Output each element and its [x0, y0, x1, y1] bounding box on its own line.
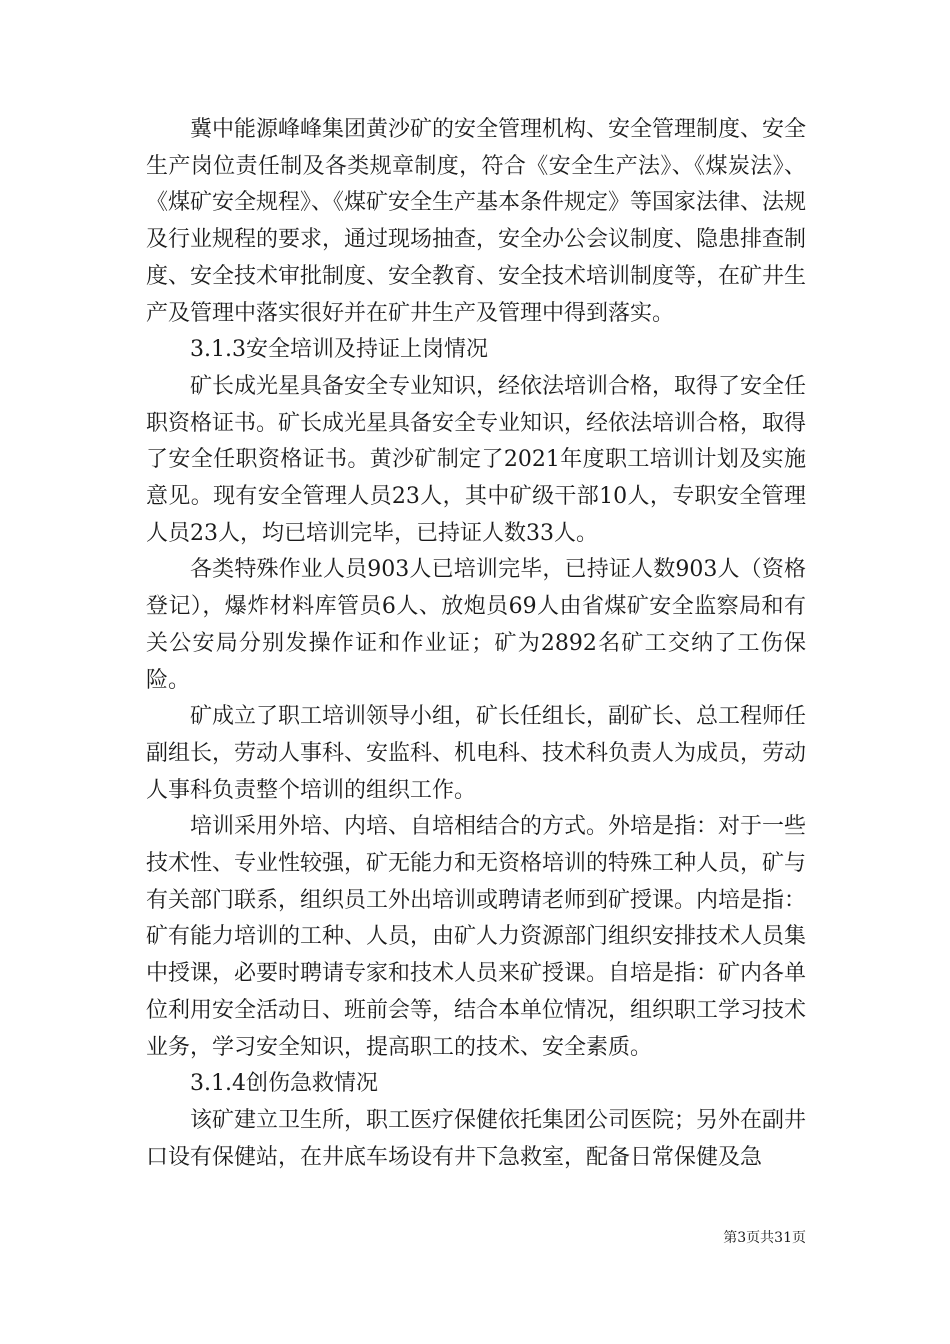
page-number: 第3页共31页: [723, 1230, 806, 1246]
document-body: [146, 112, 806, 1176]
paragraph-manager-qualification: 矿长成光星具备安全专业知识，经依法培训合格，取得了安全任职资格证书。矿长成光星具备安全专业知识，经依法培训合格，取得了安全任职资格证书。黄沙矿制定了2021年度职工培训计划及实施意见。现有安全管理人员23人，其中矿级干部10人，专职安全管理人员23人，均已培训完毕，已持证人数33人。: [146, 373, 807, 546]
paragraph-training-methods: 培训采用外培、内培、自培相结合的方式。外培是指：对于一些技术性、专业性较强，矿无能力和无资格培训的特殊工种人员，矿与有关部门联系，组织员工外出培训或聘请老师到矿授课。内培是指：矿有能力培训的工种、人员，由矿人力资源部门组织安排技术人员集中授课，必要时聘请专家和技术人员来矿授课。自培是指：矿内各单位利用安全活动日、班前会等，结合本单位情况，组织职工学习技术业务，学习安全知识，提高职工的技术、安全素质。: [146, 814, 807, 1060]
section-heading-training: 3.1.3安全培训及持证上岗情况: [190, 337, 488, 363]
paragraph-training-group: 矿成立了职工培训领导小组，矿长任组长，副矿长、总工程师任副组长，劳动人事科、安监科、机电科、技术科负责人为成员，劳动人事科负责整个培训的组织工作。: [146, 704, 807, 803]
paragraph-first-aid: 该矿建立卫生所，职工医疗保健依托集团公司医院；另外在副井口设有保健站，在井底车场设有井下急救室，配备日常保健及急: [146, 1107, 807, 1170]
paragraph-special-workers: 各类特殊作业人员903人已培训完毕，已持证人数903人（资格登记），爆炸材料库管员6人、放炮员69人由省煤矿安全监察局和有关公安局分别发操作证和作业证；矿为2892名矿工交纳了工伤保险。: [146, 557, 806, 693]
paragraph-management-system: 冀中能源峰峰集团黄沙矿的安全管理机构、安全管理制度、安全生产岗位责任制及各类规章制度，符合《安全生产法》、《煤炭法》、《煤矿安全规程》、《煤矿安全生产基本条件规定》等国家法律、法规及行业规程的要求，通过现场抽查，安全办公会议制度、隐患排查制度、安全技术审批制度、安全教育、安全技术培训制度等，在矿井生产及管理中落实很好并在矿井生产及管理中得到落实。: [146, 117, 807, 326]
section-heading-first-aid: 3.1.4创伤急救情况: [190, 1071, 378, 1097]
